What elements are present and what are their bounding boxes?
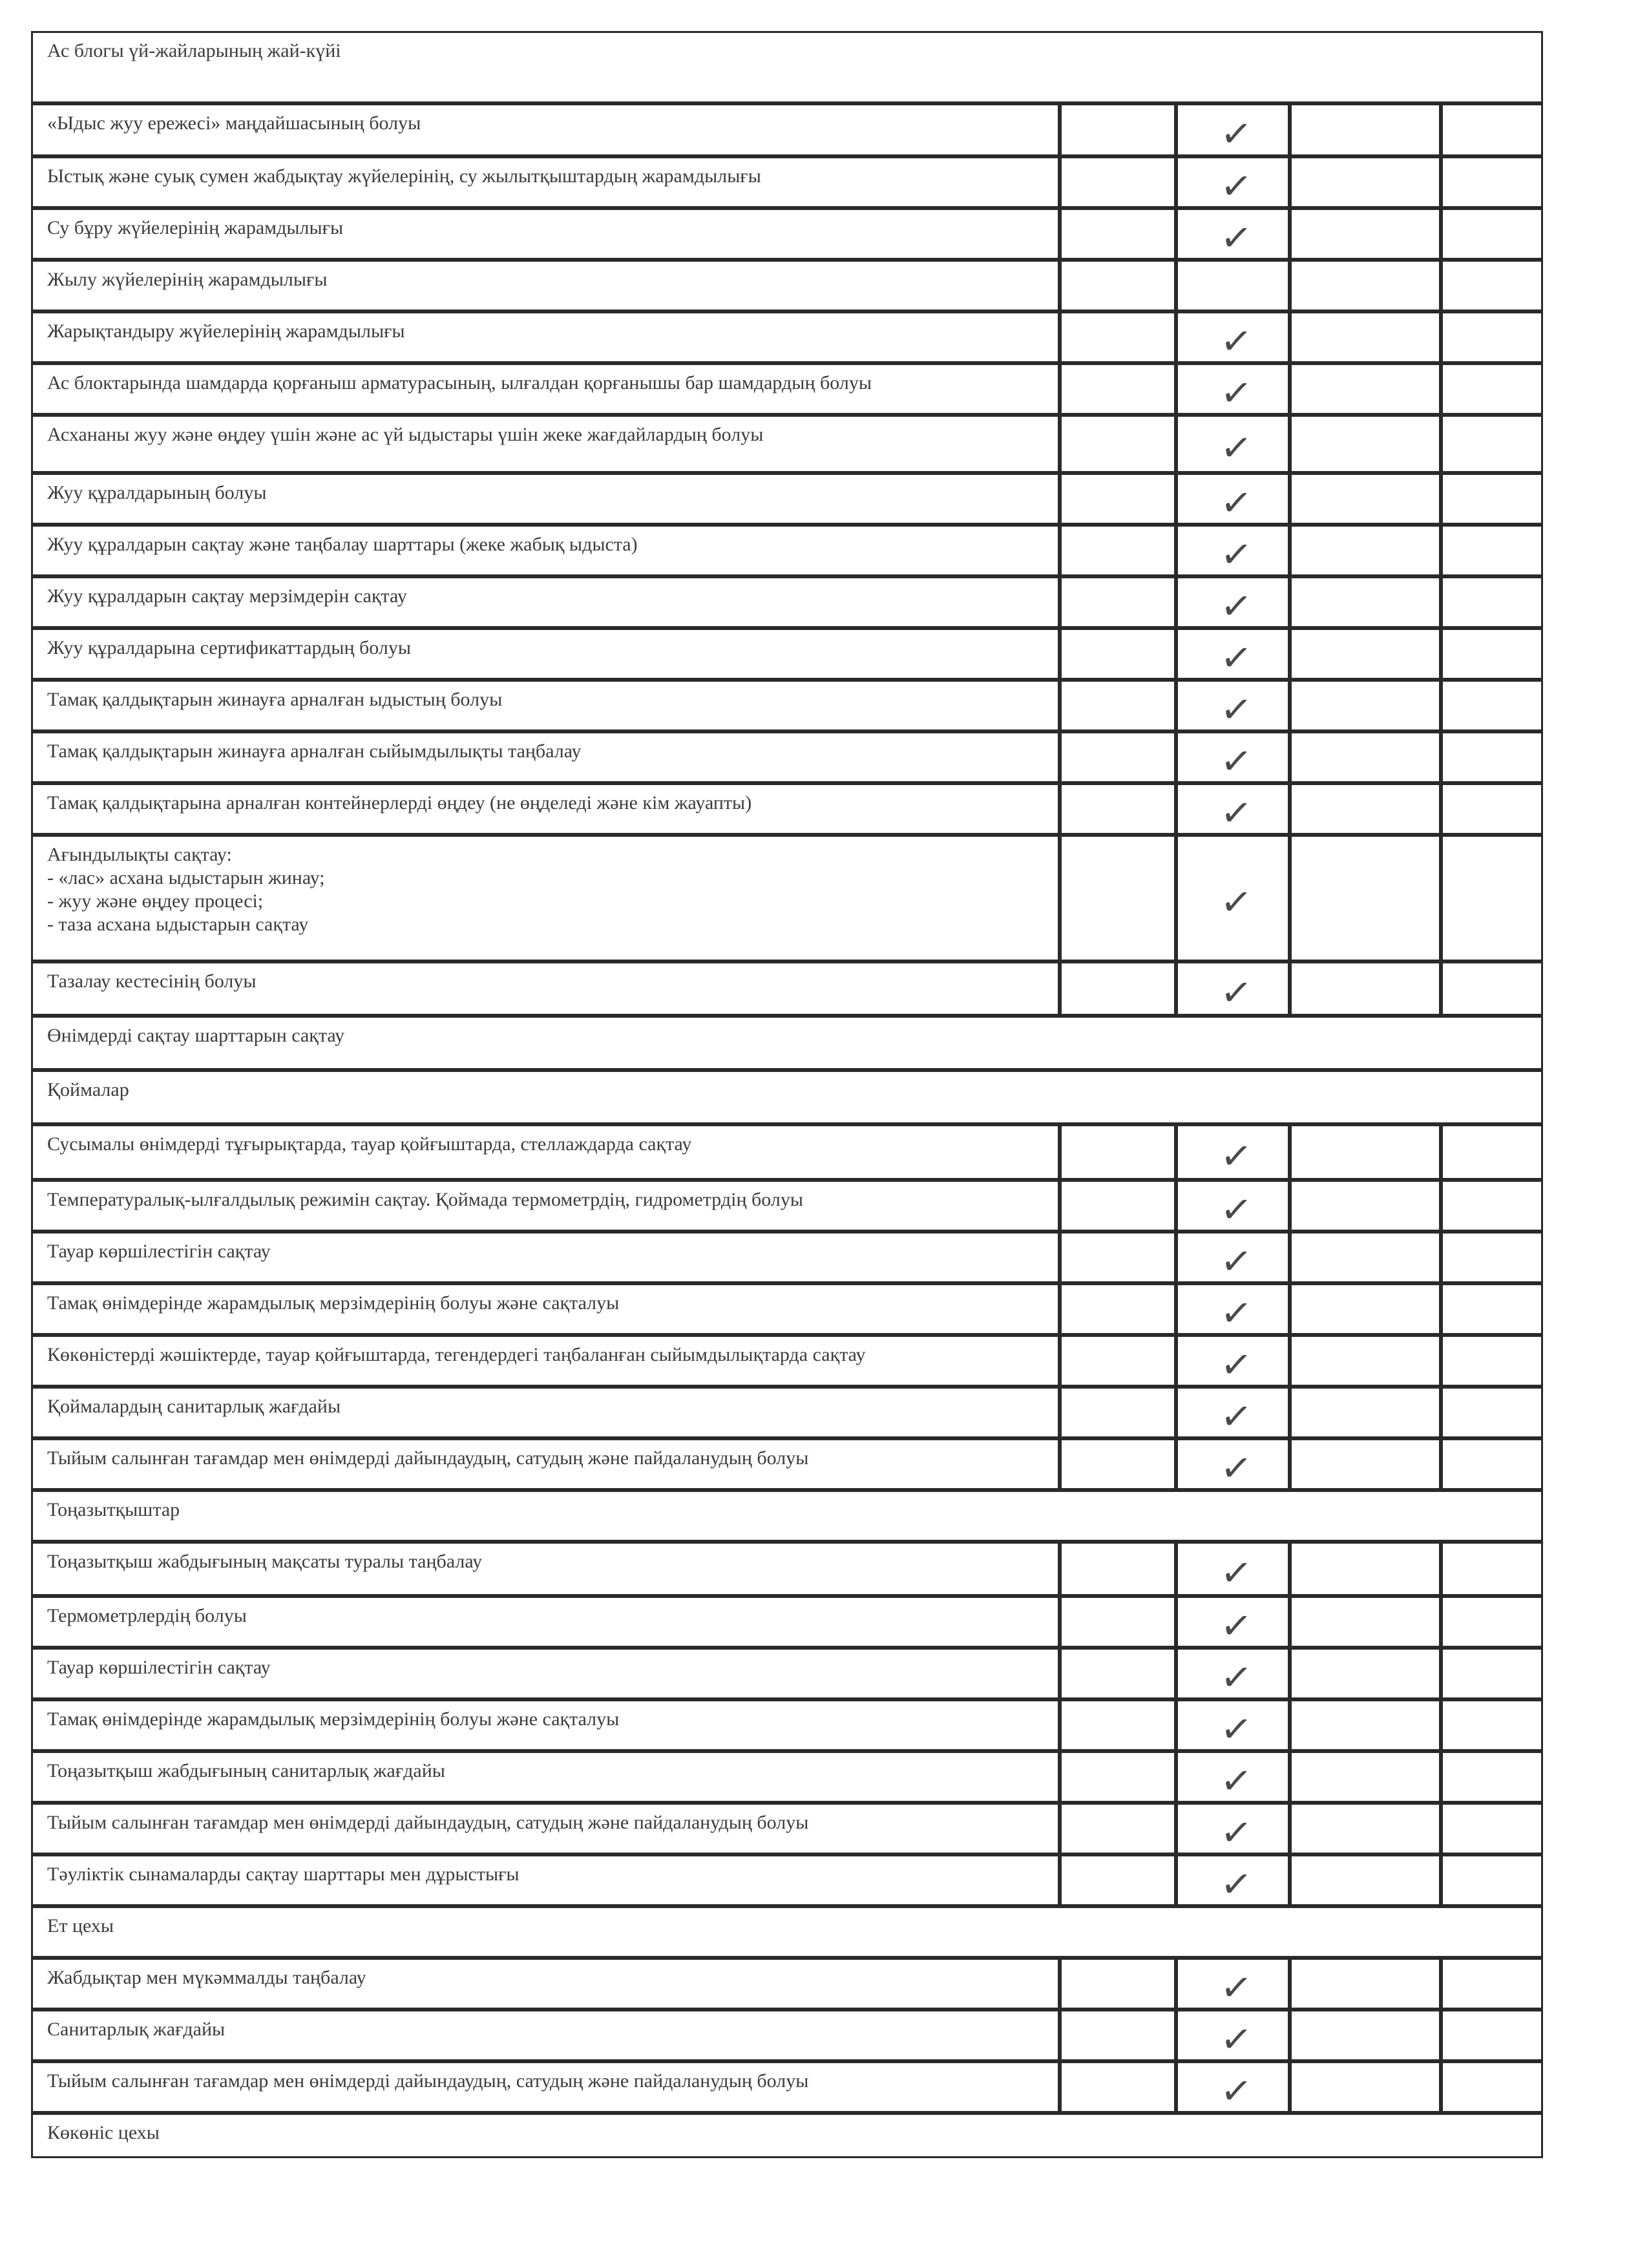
checklist-row [31, 576, 1060, 628]
criterion-label: Тәуліктік сынамаларды сақтау шарттары мен дұрыстығы [47, 1864, 520, 1885]
answer-cell-4 [1441, 1335, 1543, 1387]
criterion-label: Тауар көршілестігін сақтау [47, 1657, 271, 1678]
answer-cell-4 [1441, 1124, 1543, 1180]
answer-cell-3 [1290, 260, 1441, 311]
answer-cell-3 [1290, 103, 1441, 156]
criterion-label: Тамақ өнімдерінде жарамдылық мерзімдерінің болуы және сақталуы [47, 1292, 620, 1314]
check-mark-icon: ✓ [1218, 1705, 1255, 1753]
section-heading: Тоңазытқыштар [47, 1499, 180, 1520]
answer-cell-4 [1441, 1803, 1543, 1854]
answer-cell-2 [1176, 1387, 1290, 1438]
check-mark-icon: ✓ [1218, 2067, 1255, 2115]
checklist-row [31, 363, 1060, 415]
answer-cell-2 [1176, 783, 1290, 835]
checklist-row [31, 628, 1060, 680]
answer-cell-3 [1290, 961, 1441, 1016]
answer-cell-4 [1441, 2061, 1543, 2113]
answer-cell-3 [1290, 1124, 1441, 1180]
section-heading-row [31, 1906, 1543, 1958]
answer-cell-1 [1060, 961, 1176, 1016]
criterion-label: Жуу құралдарын сақтау мерзімдерін сақтау [47, 585, 407, 607]
answer-cell-1 [1060, 208, 1176, 260]
criterion-label: Тоңазытқыш жабдығының мақсаты туралы таңбалау [47, 1551, 483, 1572]
check-mark-icon: ✓ [1218, 969, 1255, 1016]
answer-cell-3 [1290, 783, 1441, 835]
answer-cell-2 [1176, 1854, 1290, 1906]
answer-cell-2 [1176, 1283, 1290, 1335]
section-heading: Ет цехы [47, 1915, 114, 1937]
criterion-label: Тамақ қалдықтарын жинауға арналған ыдыстың болуы [47, 689, 503, 710]
answer-cell-1 [1060, 473, 1176, 525]
checklist-row [31, 1699, 1060, 1751]
answer-cell-2 [1176, 1335, 1290, 1387]
answer-cell-3 [1290, 835, 1441, 961]
answer-cell-3 [1290, 1180, 1441, 1232]
answer-cell-2 [1176, 525, 1290, 576]
section-heading: Ас блогы үй-жайларының жай-күйі [47, 40, 341, 61]
checklist-row [31, 1803, 1060, 1854]
criterion-label: Жуу құралдарын сақтау және таңбалау шарттары (жеке жабық ыдыста) [47, 534, 638, 555]
answer-cell-4 [1441, 1283, 1543, 1335]
answer-cell-1 [1060, 363, 1176, 415]
answer-cell-3 [1290, 311, 1441, 363]
checklist-row [31, 1283, 1060, 1335]
answer-cell-4 [1441, 103, 1543, 156]
answer-cell-3 [1290, 1232, 1441, 1283]
answer-cell-3 [1290, 1542, 1441, 1596]
check-mark-icon: ✓ [1218, 1549, 1255, 1597]
answer-cell-1 [1060, 525, 1176, 576]
answer-cell-2 [1176, 1699, 1290, 1751]
answer-cell-2 [1176, 415, 1290, 473]
check-mark-icon: ✓ [1218, 789, 1255, 837]
answer-cell-2 [1176, 103, 1290, 156]
check-mark-icon: ✓ [1218, 1654, 1255, 1701]
answer-cell-2 [1176, 2061, 1290, 2113]
section-heading-row [31, 2113, 1543, 2158]
answer-cell-4 [1441, 415, 1543, 473]
criterion-label: Тамақ қалдықтарына арналған контейнерлерді өңдеу (не өңделеді және кім жауапты) [47, 792, 752, 814]
check-mark-icon: ✓ [1218, 1809, 1255, 1856]
check-mark-icon: ✓ [1218, 1860, 1255, 1908]
answer-cell-4 [1441, 1958, 1543, 2010]
answer-cell-4 [1441, 1542, 1543, 1596]
answer-cell-3 [1290, 1958, 1441, 2010]
answer-cell-3 [1290, 2010, 1441, 2061]
answer-cell-2 [1176, 1596, 1290, 1648]
check-mark-icon: ✓ [1218, 530, 1255, 578]
section-heading-row [31, 31, 1543, 103]
answer-cell-1 [1060, 103, 1176, 156]
criterion-label: Тоңазытқыш жабдығының санитарлық жағдайы [47, 1760, 445, 1781]
answer-cell-1 [1060, 1854, 1176, 1906]
checklist-row [31, 1596, 1060, 1648]
answer-cell-1 [1060, 1438, 1176, 1490]
check-mark-icon: ✓ [1218, 686, 1255, 733]
answer-cell-1 [1060, 415, 1176, 473]
answer-cell-4 [1441, 961, 1543, 1016]
answer-cell-1 [1060, 1803, 1176, 1854]
check-mark-icon: ✓ [1218, 479, 1255, 527]
answer-cell-1 [1060, 1751, 1176, 1803]
check-mark-icon: ✓ [1218, 1132, 1255, 1180]
check-mark-icon: ✓ [1218, 369, 1255, 417]
answer-cell-3 [1290, 1648, 1441, 1699]
answer-cell-2 [1176, 1648, 1290, 1699]
criterion-label: Тамақ өнімдерінде жарамдылық мерзімдерінің болуы және сақталуы [47, 1708, 620, 1730]
answer-cell-1 [1060, 2010, 1176, 2061]
answer-cell-3 [1290, 1283, 1441, 1335]
checklist-row [31, 260, 1060, 311]
check-mark-icon: ✓ [1218, 1341, 1255, 1389]
check-mark-icon: ✓ [1218, 1186, 1255, 1234]
answer-cell-2 [1176, 1542, 1290, 1596]
answer-cell-3 [1290, 1699, 1441, 1751]
checklist-row [31, 1387, 1060, 1438]
checklist-row [31, 835, 1060, 961]
answer-cell-3 [1290, 1387, 1441, 1438]
answer-cell-4 [1441, 576, 1543, 628]
checklist-row [31, 525, 1060, 576]
check-mark-icon: ✓ [1218, 1392, 1255, 1440]
answer-cell-4 [1441, 208, 1543, 260]
answer-cell-2 [1176, 1124, 1290, 1180]
criterion-label: Тыйым салынған тағамдар мен өнімдерді дайындаудың, сатудың және пайдаланудың болуы [47, 2070, 809, 2092]
criterion-label: Қоймалардың санитарлық жағдайы [47, 1396, 341, 1417]
answer-cell-2 [1176, 1232, 1290, 1283]
answer-cell-3 [1290, 1803, 1441, 1854]
criterion-label: Температуралық-ылғалдылық режимін сақтау. Қоймада термометрдің, гидрометрдің болуы [47, 1189, 804, 1210]
criterion-label: Ағындылықты сақтау: - «лас» асхана ыдыстарын жинау; - жуу және өңдеу процесі; - таза асхана ыдыстарын сақтау [47, 844, 325, 935]
checklist-row [31, 1854, 1060, 1906]
answer-cell-3 [1290, 1751, 1441, 1803]
answer-cell-2 [1176, 2010, 1290, 2061]
answer-cell-2 [1176, 576, 1290, 628]
answer-cell-3 [1290, 473, 1441, 525]
section-heading-row [31, 1016, 1543, 1070]
check-mark-icon: ✓ [1218, 1757, 1255, 1805]
answer-cell-4 [1441, 2010, 1543, 2061]
section-heading-row [31, 1070, 1543, 1124]
answer-cell-3 [1290, 1335, 1441, 1387]
answer-cell-4 [1441, 260, 1543, 311]
answer-cell-2 [1176, 260, 1290, 311]
answer-cell-4 [1441, 363, 1543, 415]
answer-cell-2 [1176, 1803, 1290, 1854]
answer-cell-1 [1060, 731, 1176, 783]
criterion-label: Санитарлық жағдайы [47, 2019, 226, 2040]
answer-cell-4 [1441, 1699, 1543, 1751]
answer-cell-3 [1290, 680, 1441, 731]
checklist-row [31, 1335, 1060, 1387]
checklist-row [31, 1124, 1060, 1180]
checklist-row [31, 1232, 1060, 1283]
criterion-label: Тыйым салынған тағамдар мен өнімдерді дайындаудың, сатудың және пайдаланудың болуы [47, 1812, 809, 1833]
answer-cell-3 [1290, 156, 1441, 208]
answer-cell-4 [1441, 1438, 1543, 1490]
criterion-label: Сусымалы өнімдерді тұғырықтарда, тауар қойғыштарда, стеллаждарда сақтау [47, 1133, 692, 1155]
check-mark-icon: ✓ [1218, 1237, 1255, 1285]
checklist-row [31, 1648, 1060, 1699]
checklist-row [31, 311, 1060, 363]
answer-cell-4 [1441, 680, 1543, 731]
criterion-label: Ас блоктарында шамдарда қорғаныш арматурасының, ылғалдан қорғанышы бар шамдардың болуы [47, 372, 872, 394]
checklist-row [31, 1180, 1060, 1232]
answer-cell-4 [1441, 525, 1543, 576]
answer-cell-3 [1290, 628, 1441, 680]
checklist-row [31, 783, 1060, 835]
answer-cell-1 [1060, 783, 1176, 835]
answer-cell-4 [1441, 731, 1543, 783]
criterion-label: Тауар көршілестігін сақтау [47, 1241, 271, 1262]
check-mark-icon: ✓ [1218, 1444, 1255, 1492]
answer-cell-4 [1441, 1854, 1543, 1906]
answer-cell-2 [1176, 1438, 1290, 1490]
criterion-label: Жабдықтар мен мүкәммалды таңбалау [47, 1967, 366, 1988]
answer-cell-2 [1176, 473, 1290, 525]
answer-cell-2 [1176, 1958, 1290, 2010]
answer-cell-1 [1060, 1958, 1176, 2010]
answer-cell-3 [1290, 2061, 1441, 2113]
answer-cell-4 [1441, 156, 1543, 208]
answer-cell-4 [1441, 311, 1543, 363]
criterion-label: Жуу құралдарына сертификаттардың болуы [47, 637, 412, 658]
answer-cell-2 [1176, 1180, 1290, 1232]
criterion-label: Көкөністерді жәшіктерде, тауар қойғыштарда, тегендердегі таңбаланған сыйымдылықтарда сақтау [47, 1344, 866, 1365]
criterion-label: Термометрлердің болуы [47, 1605, 247, 1626]
checklist-row [31, 208, 1060, 260]
answer-cell-1 [1060, 835, 1176, 961]
answer-cell-3 [1290, 363, 1441, 415]
checklist-row [31, 415, 1060, 473]
check-mark-icon: ✓ [1218, 582, 1255, 630]
answer-cell-2 [1176, 731, 1290, 783]
answer-cell-1 [1060, 680, 1176, 731]
check-mark-icon: ✓ [1218, 1964, 1255, 2011]
check-mark-icon: ✓ [1218, 737, 1255, 785]
check-mark-icon: ✓ [1218, 878, 1255, 926]
answer-cell-1 [1060, 1648, 1176, 1699]
answer-cell-1 [1060, 2061, 1176, 2113]
check-mark-icon: ✓ [1218, 2015, 1255, 2063]
check-mark-icon: ✓ [1218, 1289, 1255, 1337]
criterion-label: Жарықтандыру жүйелерінің жарамдылығы [47, 320, 405, 342]
checklist-row [31, 1958, 1060, 2010]
answer-cell-2 [1176, 156, 1290, 208]
section-heading: Қоймалар [47, 1079, 129, 1100]
answer-cell-3 [1290, 576, 1441, 628]
check-mark-icon: ✓ [1218, 162, 1255, 210]
checklist-row [31, 2061, 1060, 2113]
answer-cell-2 [1176, 628, 1290, 680]
answer-cell-4 [1441, 783, 1543, 835]
check-mark-icon: ✓ [1218, 317, 1255, 365]
answer-cell-2 [1176, 680, 1290, 731]
checklist-row [31, 1751, 1060, 1803]
answer-cell-1 [1060, 576, 1176, 628]
answer-cell-2 [1176, 1751, 1290, 1803]
answer-cell-1 [1060, 1596, 1176, 1648]
checklist-row [31, 1542, 1060, 1596]
checklist-row [31, 1438, 1060, 1490]
answer-cell-4 [1441, 1232, 1543, 1283]
answer-cell-4 [1441, 1387, 1543, 1438]
criterion-label: Жуу құралдарының болуы [47, 482, 267, 503]
checklist-row [31, 473, 1060, 525]
answer-cell-3 [1290, 1438, 1441, 1490]
answer-cell-2 [1176, 208, 1290, 260]
check-mark-icon: ✓ [1218, 424, 1255, 472]
answer-cell-4 [1441, 1648, 1543, 1699]
section-heading: Көкөніс цехы [47, 2122, 160, 2143]
check-mark-icon: ✓ [1218, 214, 1255, 262]
answer-cell-4 [1441, 835, 1543, 961]
answer-cell-1 [1060, 1387, 1176, 1438]
answer-cell-1 [1060, 260, 1176, 311]
checklist-row [31, 961, 1060, 1016]
criterion-label: Асхананы жуу және өңдеу үшін және ас үй ыдыстары үшін жеке жағдайлардың болуы [47, 424, 764, 445]
answer-cell-1 [1060, 1699, 1176, 1751]
answer-cell-2 [1176, 363, 1290, 415]
answer-cell-1 [1060, 1180, 1176, 1232]
criterion-label: Ыстық және суық сумен жабдықтау жүйелерінің, су жылытқыштардың жарамдылығы [47, 165, 761, 187]
answer-cell-2 [1176, 961, 1290, 1016]
answer-cell-1 [1060, 1232, 1176, 1283]
answer-cell-4 [1441, 1751, 1543, 1803]
section-heading: Өнімдерді сақтау шарттарын сақтау [47, 1025, 345, 1046]
section-heading-row [31, 1490, 1543, 1542]
checklist-row [31, 156, 1060, 208]
answer-cell-4 [1441, 473, 1543, 525]
answer-cell-1 [1060, 1542, 1176, 1596]
check-mark-icon: ✓ [1218, 1602, 1255, 1650]
answer-cell-4 [1441, 628, 1543, 680]
criterion-label: Тамақ қалдықтарын жинауға арналған сыйымдылықты таңбалау [47, 740, 582, 762]
answer-cell-3 [1290, 208, 1441, 260]
checklist-row [31, 2010, 1060, 2061]
answer-cell-1 [1060, 1283, 1176, 1335]
checklist-row [31, 103, 1060, 156]
criterion-label: «Ыдыс жуу ережесі» маңдайшасының болуы [47, 112, 421, 134]
answer-cell-3 [1290, 415, 1441, 473]
answer-cell-4 [1441, 1180, 1543, 1232]
answer-cell-1 [1060, 311, 1176, 363]
answer-cell-1 [1060, 1335, 1176, 1387]
answer-cell-3 [1290, 731, 1441, 783]
answer-cell-1 [1060, 156, 1176, 208]
answer-cell-3 [1290, 525, 1441, 576]
answer-cell-4 [1441, 1596, 1543, 1648]
checklist-row [31, 731, 1060, 783]
answer-cell-1 [1060, 628, 1176, 680]
criterion-label: Жылу жүйелерінің жарамдылығы [47, 269, 328, 290]
answer-cell-2 [1176, 311, 1290, 363]
criterion-label: Тазалау кестесінің болуы [47, 971, 257, 992]
criterion-label: Су бұру жүйелерінің жарамдылығы [47, 217, 344, 238]
checklist-row [31, 680, 1060, 731]
criterion-label: Тыйым салынған тағамдар мен өнімдерді дайындаудың, сатудың және пайдаланудың болуы [47, 1447, 809, 1469]
answer-cell-2 [1176, 835, 1290, 961]
answer-cell-3 [1290, 1854, 1441, 1906]
check-mark-icon: ✓ [1218, 110, 1255, 158]
answer-cell-1 [1060, 1124, 1176, 1180]
answer-cell-3 [1290, 1596, 1441, 1648]
check-mark-icon: ✓ [1218, 634, 1255, 682]
